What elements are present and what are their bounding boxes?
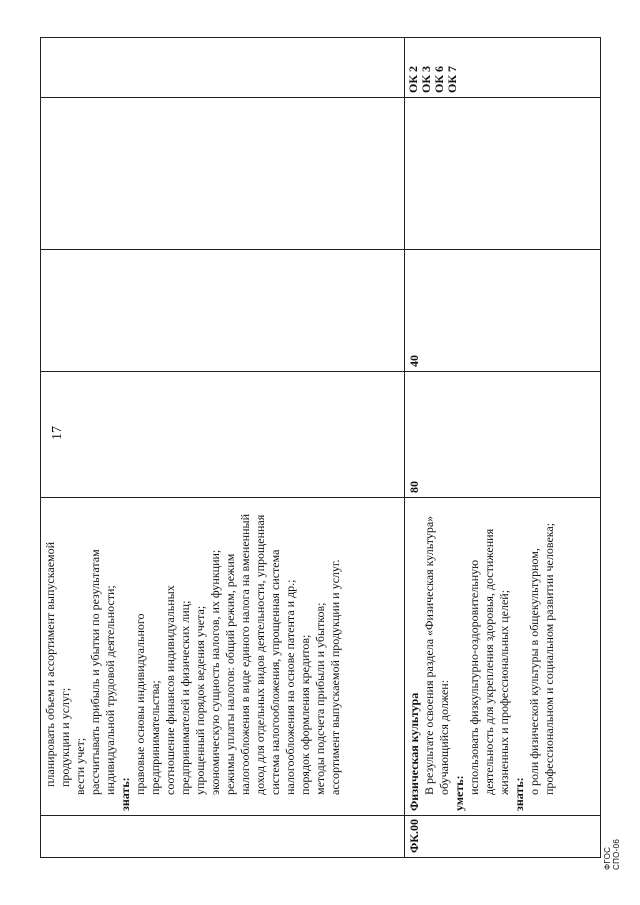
hours-max-cell: 80 xyxy=(405,372,601,498)
code-cell xyxy=(41,816,405,858)
hours-max-cell xyxy=(41,372,405,498)
table-row xyxy=(41,38,405,858)
content-cell xyxy=(41,498,405,816)
competency-code: ОК 7 xyxy=(445,65,459,93)
content-line: соотношение финансов индивидуальных предпринимателей и физических лиц; xyxy=(163,585,192,795)
section-heading: знать: xyxy=(118,777,132,811)
rotated-page xyxy=(40,38,600,858)
content-line: порядок оформления кредитов; xyxy=(298,634,312,795)
content-line: о роли физической культуры в общекультурном, профессиональном и социальном развитии человека; xyxy=(527,522,556,795)
curriculum-table xyxy=(40,37,601,858)
hours-class-cell xyxy=(41,250,405,372)
page-number: 17 xyxy=(50,426,65,440)
section-heading: знать: xyxy=(512,777,526,811)
content-line: В результате освоения раздела «Физическая культура» обучающийся должен: xyxy=(422,515,451,795)
content-line: упрощенный порядок ведения учета; xyxy=(193,605,207,795)
content-line: ассортимент выпускаемой продукции и услуг. xyxy=(328,559,342,795)
section-title: Физическая культура xyxy=(407,692,421,811)
discipline-cell xyxy=(41,98,405,250)
table-row xyxy=(405,38,601,858)
competency-code: ОК 2 xyxy=(406,65,420,93)
discipline-cell xyxy=(405,98,601,250)
content-line: планировать объем и ассортимент выпускаемой продукции и услуг; xyxy=(43,541,72,787)
content-line: экономическую сущность налогов, их функции; xyxy=(208,549,222,795)
content-line: методы подсчета прибыли и убытков; xyxy=(313,602,327,795)
content-line: использовать физкультурно-оздоровительную деятельность для укрепления здоровья, достижения жизненных и профессиональных целей; xyxy=(467,528,511,795)
content-line: правовые основы индивидуального предпринимательства; xyxy=(133,613,162,795)
hours-class-cell: 40 xyxy=(405,250,601,372)
competency-code: ОК 6 xyxy=(432,65,446,93)
code-cell: ФК.00 xyxy=(405,816,601,858)
content-cell xyxy=(405,498,601,816)
footer-standard-code: ФГОС СПО-06 xyxy=(603,838,621,870)
content-line: вести учет; xyxy=(73,737,87,795)
content-line: рассчитывать прибыль и убытки по результатам индивидуальной трудовой деятельности; xyxy=(88,549,117,795)
section-heading: уметь: xyxy=(452,775,466,811)
competencies-cell xyxy=(405,38,601,98)
content-line: режимы уплаты налогов: общий режим, режим налогообложения в виде единого налога на вмененный доход для отдельных видов деятельности, упрощенная система налогообложения, упрощенная система налогообложения на основе патента и др.; xyxy=(223,513,297,795)
competencies-cell xyxy=(41,38,405,98)
competency-code: ОК 3 xyxy=(419,65,433,93)
